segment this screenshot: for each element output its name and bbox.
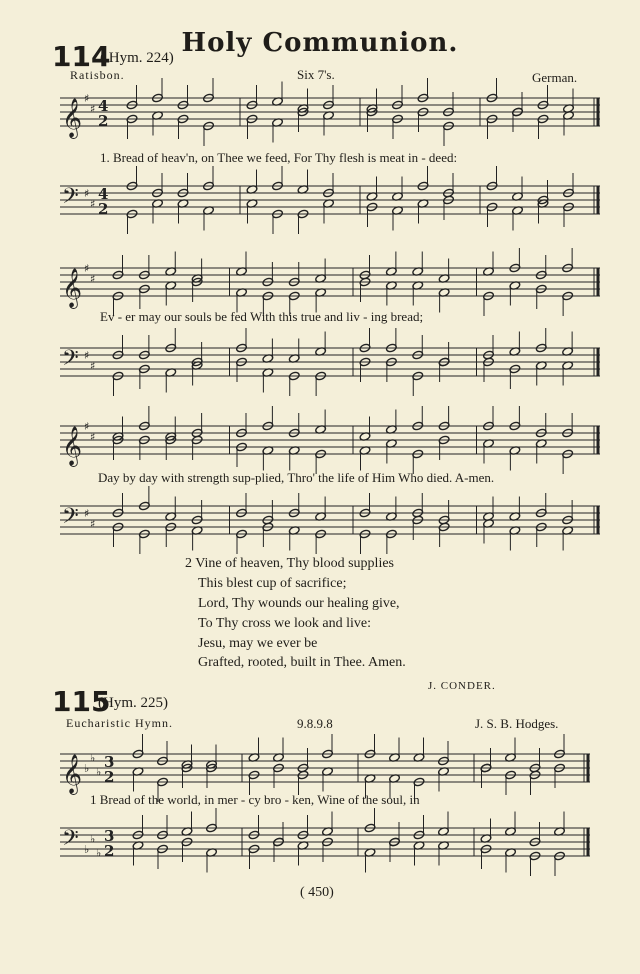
bass-clef-icon: 𝄢 [62,184,79,214]
hymn-114-system-2-bass [60,342,600,382]
time-signature-bottom: 2 [98,112,109,130]
sharp-icon: ♯ [90,430,96,444]
time-signature-top: 4 [98,185,109,203]
sharp-icon: ♯ [84,92,90,105]
hymn-114-verse2-line-4: To Thy cross we look and live: [198,616,371,631]
hymn-115-number: 115 [52,685,111,718]
bass-clef-icon: 𝄢 [62,504,79,534]
hymn-114-system-2-treble [60,262,600,308]
bass-clef-icon: 𝄢 [62,346,79,376]
hymn-114-verse2-line-1: 2 Vine of heaven, Thy blood supplies [185,556,395,571]
hymn-114-tune: Ratisbon. [70,68,125,82]
flat-icon: ♭ [84,762,90,775]
hymn-114-number: 114 [52,40,111,73]
hymn-114-system-1-treble [60,92,600,138]
hymn-114-verse2-line-5: Jesu, may we ever be [198,636,318,651]
bass-clef-icon: 𝄢 [62,826,79,856]
flat-icon: ♭ [90,832,96,846]
treble-clef-icon: 𝄞 [62,98,83,138]
hymn-114-author: J. CONDER. [428,680,496,692]
hymn-114-lyric-line-3: Day by day with strength sup-plied, Thro' the life of Him Who died. A-men. [98,470,495,485]
time-signature-bottom: 2 [104,768,115,786]
hymn-114-verse2-line-2: This blest cup of sacrifice; [198,576,347,591]
sharp-icon: ♯ [90,272,96,286]
hymn-115-system-1-bass [60,822,590,862]
sharp-icon: ♯ [84,349,90,362]
hymn-114-system-3-treble [60,420,600,466]
hymn-114-verse2-line-3: Lord, Thy wounds our healing give, [198,596,400,611]
hymn-115-composer: J. S. B. Hodges. [475,716,559,731]
sharp-icon: ♯ [84,262,90,275]
treble-clef-icon: 𝄞 [62,754,83,794]
flat-icon: ♭ [96,846,102,860]
time-signature-top: 4 [98,97,109,115]
flat-icon: ♭ [90,751,96,765]
page-number: ( 450) [300,885,334,900]
hymn-115-reference: (Hym. 225) [98,695,168,711]
flat-icon: ♭ [96,765,102,779]
hymn-114-lyric-line-2: Ev - er may our souls be fed With this true and liv - ing bread; [100,309,424,324]
hymn-115-system-1-treble [60,748,590,794]
sharp-icon: ♯ [84,187,90,200]
hymn-114-system-1-bass [60,180,600,220]
hymn-114-verse2-line-6: Grafted, rooted, built in Thee. Amen. [198,655,406,670]
flat-icon: ♭ [84,843,90,856]
hymn-114-system-3-bass [60,500,600,540]
sharp-icon: ♯ [90,359,96,373]
hymn-115-lyric-line-1: 1 Bread of the world, in mer - cy bro - ken, Wine of the soul, in [90,792,420,807]
sharp-icon: ♯ [84,507,90,520]
hymn-115-meter: 9.8.9.8 [297,716,333,731]
hymn-114-lyric-line-1: 1. Bread of heav'n, on Thee we feed, For Thy flesh is meat in - deed: [100,150,458,165]
time-signature-top: 3 [104,753,115,771]
time-signature-bottom: 2 [104,842,115,860]
sharp-icon: ♯ [84,420,90,433]
treble-clef-icon: 𝄞 [62,268,83,308]
page-title: Holy Communion. [181,28,459,58]
hymn-114-meter: Six 7's. [297,67,335,82]
sharp-icon: ♯ [90,102,96,116]
hymn-114-origin: German. [532,70,578,85]
time-signature-bottom: 2 [98,200,109,218]
hymn-114-reference: ( Hym. 224) [100,50,174,66]
sharp-icon: ♯ [90,517,96,531]
hymn-115-tune: Eucharistic Hymn. [66,716,173,730]
treble-clef-icon: 𝄞 [62,426,83,466]
time-signature-top: 3 [104,827,115,845]
sharp-icon: ♯ [90,197,96,211]
